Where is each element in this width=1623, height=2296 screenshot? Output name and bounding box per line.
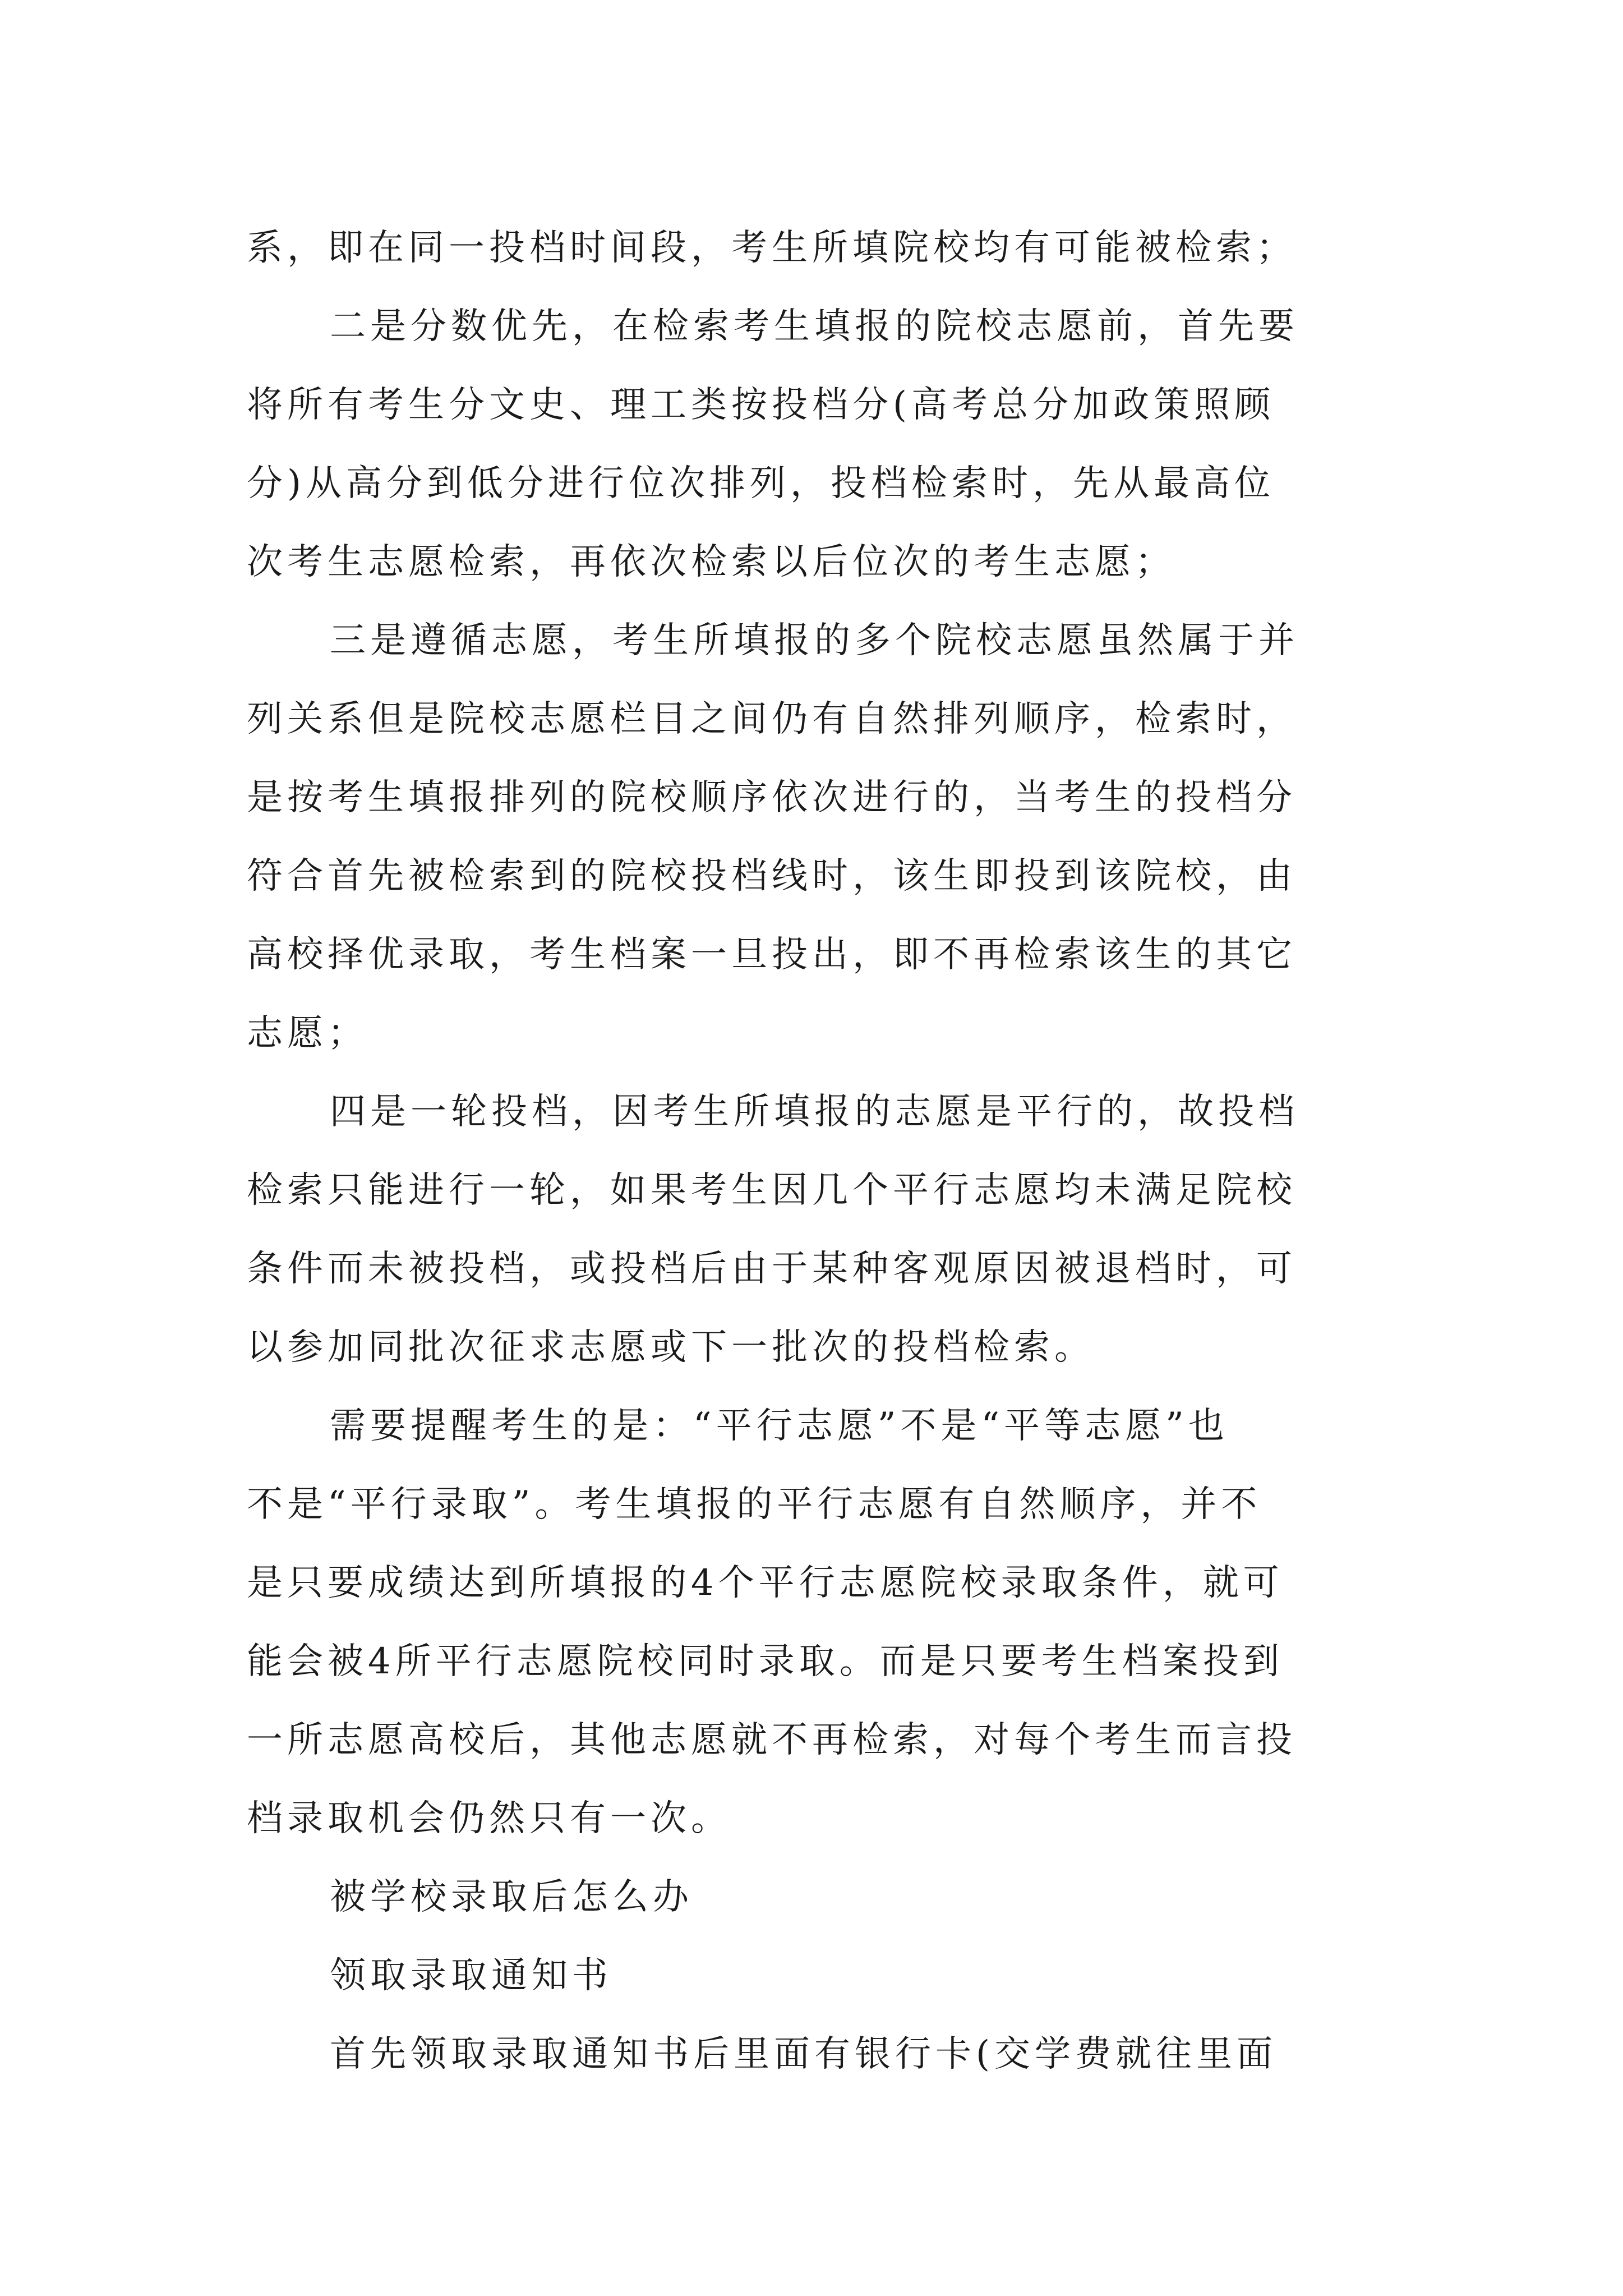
text-line: 四是一轮投档，因考生所填报的志愿是平行的，故投档: [330, 1091, 1299, 1133]
text-line: 不是“平行录取”。考生填报的平行志愿有自然顺序，并不: [247, 1484, 1262, 1525]
text-line: 条件而未被投档，或投档后由于某种客观原因被退档时，可: [247, 1248, 1297, 1290]
text-line: 档录取机会仍然只有一次。: [247, 1798, 731, 1839]
text-line: 检索只能进行一轮，如果考生因几个平行志愿均未满足院校: [247, 1170, 1297, 1211]
text-line: 志愿；: [247, 1013, 368, 1054]
text-line: 需要提醒考生的是：“平行志愿”不是“平等志愿”也: [330, 1405, 1229, 1447]
text-line: 以参加同批次征求志愿或下一批次的投档检索。: [247, 1327, 1095, 1368]
text-line: 是只要成绩达到所填报的4个平行志愿院校录取条件，就可: [247, 1562, 1284, 1604]
body-text: [247, 209, 1377, 2093]
text-line: 次考生志愿检索，再依次检索以后位次的考生志愿；: [247, 541, 1175, 583]
section-heading: 被学校录取后怎么办: [330, 1876, 693, 1918]
text-line: 能会被4所平行志愿院校同时录取。而是只要考生档案投到: [247, 1641, 1284, 1682]
text-line: 三是遵循志愿，考生所填报的多个院校志愿虽然属于并: [330, 620, 1299, 661]
text-line: 首先领取录取通知书后里面有银行卡(交学费就往里面: [330, 2033, 1277, 2075]
text-line: 分)从高分到低分进行位次排列，投档检索时，先从最高位: [247, 463, 1275, 504]
text-line: 将所有考生分文史、理工类按投档分(高考总分加政策照顾: [247, 384, 1275, 426]
subsection-heading: 领取录取通知书: [330, 1955, 612, 1996]
text-line: 一所志愿高校后，其他志愿就不再检索，对每个考生而言投: [247, 1719, 1297, 1761]
text-line: 符合首先被检索到的院校投档线时，该生即投到该院校，由: [247, 855, 1297, 897]
text-line: 二是分数优先，在检索考生填报的院校志愿前，首先要: [330, 306, 1299, 347]
text-line: 是按考生填报排列的院校顺序依次进行的，当考生的投档分: [247, 777, 1297, 818]
text-line: 高校择优录取，考生档案一旦投出，即不再检索该生的其它: [247, 934, 1297, 976]
text-line: 系，即在同一投档时间段，考生所填院校均有可能被检索；: [247, 227, 1297, 269]
text-line: 列关系但是院校志愿栏目之间仍有自然排列顺序，检索时，: [247, 698, 1297, 740]
